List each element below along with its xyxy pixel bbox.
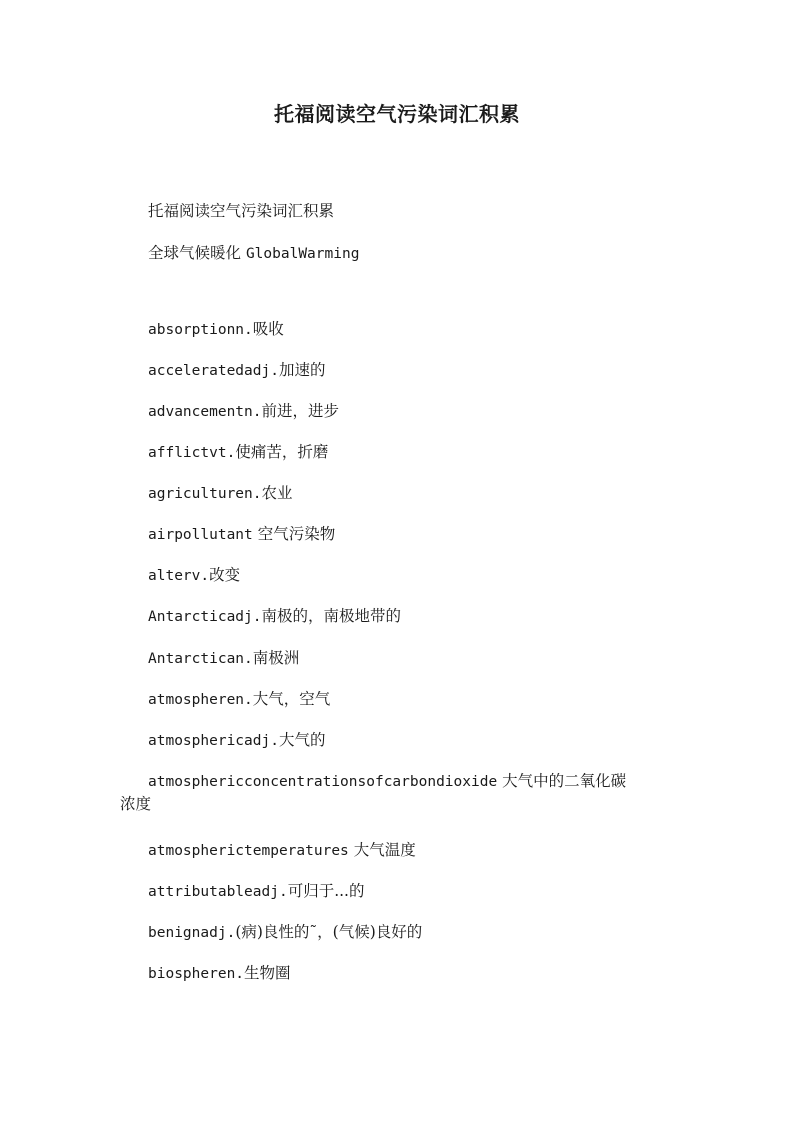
vocab-gloss: 南极洲: [252, 649, 300, 667]
vocab-gloss: 加速的: [278, 361, 326, 379]
vocab-term: atmospherictemperatures: [148, 843, 349, 859]
vocab-entry: [148, 839, 416, 862]
vocab-term: atmosphericconcentrationsofcarbondioxide: [148, 774, 498, 790]
vocab-gloss: 改变: [209, 566, 241, 584]
vocab-term: biospheren.: [148, 966, 245, 982]
vocab-gloss: 农业: [261, 484, 293, 502]
vocab-gloss: 南极的，南极地带的: [261, 607, 402, 625]
vocab-term: Antarctican.: [148, 651, 253, 667]
vocab-gloss: 空气污染物: [257, 525, 336, 543]
vocab-entry: [148, 564, 240, 587]
document-title: 托福阅读空气污染词汇积累: [274, 102, 520, 126]
vocab-term: alterv.: [148, 568, 210, 584]
vocab-entry: [148, 359, 325, 382]
vocab-gloss: 生物圈: [244, 964, 291, 982]
topic-english: GlobalWarming: [245, 246, 360, 262]
vocab-gloss: 前进，进步: [261, 402, 340, 420]
vocab-term: atmosphericadj.: [148, 733, 279, 749]
vocab-gloss: 大气，空气: [252, 690, 331, 708]
vocab-entry: [148, 482, 293, 505]
vocab-gloss: 使痛苦，折磨: [235, 443, 329, 461]
vocab-entry: [148, 318, 284, 341]
vocab-entry: [120, 770, 640, 815]
vocab-entry: [148, 921, 422, 944]
vocab-gloss: 大气中的二氧化碳浓度: [120, 772, 627, 813]
vocab-term: afflictvt.: [148, 445, 236, 461]
vocab-term: airpollutant: [148, 527, 253, 543]
vocab-entry: [148, 523, 335, 546]
vocab-entry: [148, 647, 299, 670]
vocab-gloss: 大气温度: [353, 841, 416, 859]
vocab-gloss: 可归于...的: [287, 882, 365, 900]
vocab-entry: [148, 880, 364, 903]
vocab-gloss: (病)良性的˜，(气候)良好的: [235, 923, 423, 941]
vocab-gloss: 吸收: [252, 320, 284, 338]
vocab-term: absorptionn.: [148, 322, 253, 338]
vocab-entry: [148, 605, 401, 628]
vocab-entry: [148, 962, 291, 985]
vocab-term: atmospheren.: [148, 692, 253, 708]
intro-subtitle: 托福阅读空气污染词汇积累: [148, 202, 335, 220]
vocab-term: advancementn.: [148, 404, 262, 420]
vocab-entry: [148, 688, 330, 711]
vocab-term: benignadj.: [148, 925, 236, 941]
vocab-term: agriculturen.: [148, 486, 262, 502]
vocab-entry: [148, 441, 328, 464]
vocab-gloss: 大气的: [278, 731, 326, 749]
topic-chinese: 全球气候暖化: [148, 244, 242, 262]
vocab-entry: [148, 729, 325, 752]
vocab-entry: [148, 400, 339, 423]
vocab-term: acceleratedadj.: [148, 363, 279, 379]
vocab-term: Antarcticadj.: [148, 609, 262, 625]
vocab-term: attributableadj.: [148, 884, 288, 900]
intro-topic-line: [148, 242, 359, 265]
